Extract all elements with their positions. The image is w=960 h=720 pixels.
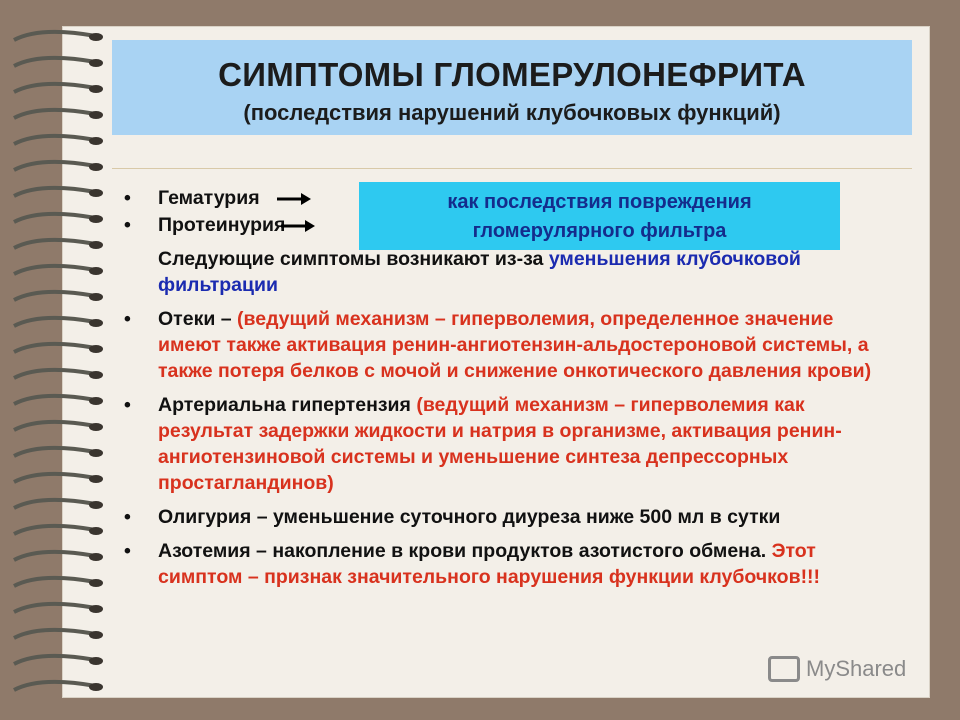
spiral-ring — [14, 110, 96, 118]
spiral-ring — [14, 578, 96, 586]
list-item-hematuria — [118, 185, 898, 211]
arrow-right-icon — [281, 220, 315, 232]
spiral-ring — [14, 552, 96, 560]
spiral-ring — [14, 162, 96, 170]
spiral-hole — [89, 527, 103, 535]
list-item-edema — [118, 306, 898, 384]
spiral-hole — [89, 475, 103, 483]
list-item-proteinuria — [118, 212, 898, 238]
bullet: • — [124, 540, 131, 562]
spiral-hole — [89, 605, 103, 613]
hypertension-detail: (ведущий механизм – гиперволемия как результат задержки жидкости и натрия в организме, активация ренин-ангиотензиновой системы и уменьшение синтеза депрессорных простагландинов) — [158, 394, 842, 494]
spiral-hole — [89, 345, 103, 353]
spiral-hole — [89, 85, 103, 93]
hematuria-label: Гематурия — [158, 187, 260, 209]
azotemia-label: Азотемия – накопление в крови продуктов азотистого обмена. — [158, 540, 772, 562]
spiral-hole — [89, 189, 103, 197]
spiral-hole — [89, 423, 103, 431]
bullet: • — [124, 506, 131, 528]
spiral-ring — [14, 266, 96, 274]
spiral-hole — [89, 397, 103, 405]
following-highlight: уменьшения клубочковой фильтрации — [158, 248, 801, 296]
spiral-ring — [14, 136, 96, 144]
myshared-logo-icon — [768, 656, 800, 682]
spiral-ring — [14, 526, 96, 534]
spiral-hole — [89, 553, 103, 561]
arrow-right-icon — [277, 193, 311, 205]
spiral-hole — [89, 111, 103, 119]
spiral-ring — [14, 422, 96, 430]
spiral-ring — [14, 682, 96, 690]
spiral-hole — [89, 683, 103, 691]
spiral-ring — [14, 500, 96, 508]
bullet: • — [124, 187, 131, 209]
spiral-hole — [89, 267, 103, 275]
spiral-hole — [89, 579, 103, 587]
hypertension-label: Артериальна гипертензия — [158, 394, 417, 416]
page-subtitle: (последствия нарушений клубочковых функций) — [243, 100, 781, 125]
spiral-ring — [14, 396, 96, 404]
spiral-hole — [89, 657, 103, 665]
watermark-text: MyShared — [806, 656, 907, 681]
spiral-hole — [89, 33, 103, 41]
spiral-ring — [14, 656, 96, 664]
spiral-ring — [14, 58, 96, 66]
spiral-hole — [89, 59, 103, 67]
spiral-ring — [14, 630, 96, 638]
spiral-ring — [14, 474, 96, 482]
spiral-hole — [89, 241, 103, 249]
divider — [112, 168, 912, 169]
list-item-azotemia — [118, 538, 898, 590]
bullet: • — [124, 308, 131, 330]
spiral-hole — [89, 137, 103, 145]
symptom-list — [118, 185, 898, 590]
spiral-hole — [89, 449, 103, 457]
spiral-ring — [14, 448, 96, 456]
spiral-hole — [89, 631, 103, 639]
spiral-ring — [14, 240, 96, 248]
spiral-hole — [89, 501, 103, 509]
bullet: • — [124, 214, 131, 236]
spiral-ring — [14, 214, 96, 222]
azotemia-detail: Этот симптом – признак значительного нарушения функции клубочков!!! — [158, 540, 821, 588]
title-banner — [112, 40, 912, 135]
oliguria-text: Олигурия – уменьшение суточного диуреза ниже 500 мл в сутки — [158, 506, 781, 528]
bullet: • — [124, 394, 131, 416]
spiral-hole — [89, 319, 103, 327]
proteinuria-label: Протеинурия — [158, 214, 286, 236]
callout-line-2: гломерулярного фильтра — [472, 220, 727, 242]
list-item-oliguria — [118, 504, 898, 530]
spiral-hole — [89, 371, 103, 379]
spiral-binding-icon — [0, 22, 120, 702]
spiral-ring — [14, 344, 96, 352]
spiral-ring — [14, 188, 96, 196]
page-title: СИМПТОМЫ ГЛОМЕРУЛОНЕФРИТА — [218, 56, 806, 93]
edema-detail: (ведущий механизм – гиперволемия, определенное значение имеют также активация ренин-ангиотензин-альдостероновой системы, а также потеря белков с мочой и снижение онкотического давления крови) — [158, 308, 872, 382]
spiral-hole — [89, 215, 103, 223]
spiral-ring — [14, 604, 96, 612]
spiral-hole — [89, 293, 103, 301]
spiral-ring — [14, 292, 96, 300]
edema-label: Отеки – — [158, 308, 237, 330]
spiral-ring — [14, 370, 96, 378]
spiral-ring — [14, 32, 96, 40]
spiral-ring — [14, 84, 96, 92]
spiral-hole — [89, 163, 103, 171]
spiral-ring — [14, 318, 96, 326]
list-item-hypertension — [118, 392, 898, 496]
callout-line-1: как последствия повреждения — [447, 191, 752, 213]
following-text: Следующие симптомы возникают из-за — [158, 248, 549, 270]
list-note-following — [118, 246, 898, 298]
watermark — [768, 656, 906, 682]
